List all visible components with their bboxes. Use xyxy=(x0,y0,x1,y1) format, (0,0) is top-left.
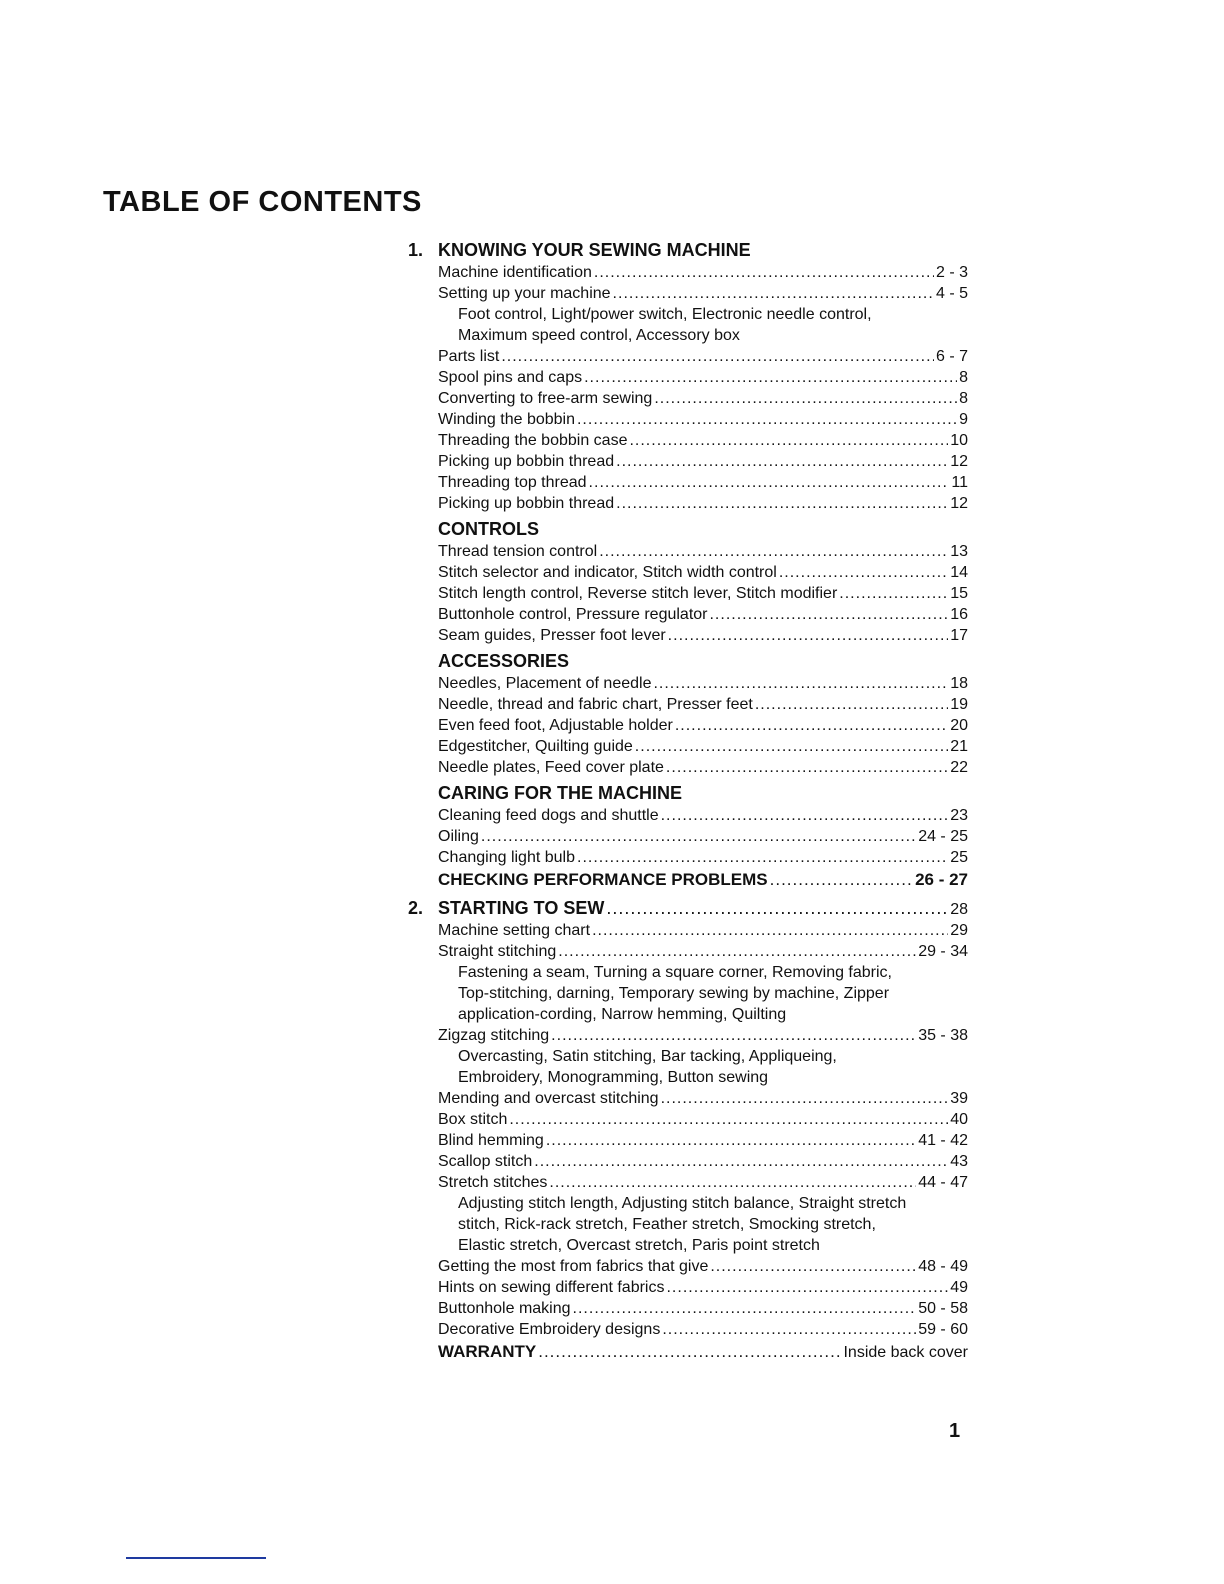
entry-label: Mending and overcast stitching xyxy=(438,1090,659,1107)
entry-page: 50 - 58 xyxy=(918,1300,968,1317)
entry-label: Getting the most from fabrics that give xyxy=(438,1258,709,1275)
entry-label: Edgestitcher, Quilting guide xyxy=(438,738,633,755)
dot-leader xyxy=(546,1130,916,1151)
entry-page: 14 xyxy=(950,564,968,581)
dot-leader xyxy=(577,847,948,868)
entry-page: 16 xyxy=(950,606,968,623)
dot-leader xyxy=(710,1256,916,1277)
section-title: KNOWING YOUR SEWING MACHINE xyxy=(438,240,751,260)
dot-leader xyxy=(551,1025,916,1046)
entry-page: 17 xyxy=(950,627,968,644)
toc-entry xyxy=(408,283,968,304)
dot-leader xyxy=(573,1298,917,1319)
toc-entry xyxy=(408,1256,968,1277)
dot-leader xyxy=(709,604,948,625)
dot-leader xyxy=(661,805,949,826)
entry-label: Oiling xyxy=(438,828,479,845)
entry-label: Even feed foot, Adjustable holder xyxy=(438,717,673,734)
dot-leader xyxy=(558,941,916,962)
dot-leader xyxy=(755,694,948,715)
entry-label: Machine identification xyxy=(438,264,592,281)
toc-entry xyxy=(408,583,968,604)
entry-label: Setting up your machine xyxy=(438,285,611,302)
toc-entry xyxy=(408,346,968,367)
dot-leader xyxy=(653,673,948,694)
subsection-heading: CARING FOR THE MACHINE xyxy=(438,783,682,803)
toc-entry xyxy=(408,493,968,514)
entry-page: 13 xyxy=(950,543,968,560)
toc-entry-checking-performance-problems xyxy=(408,868,968,891)
toc-entry xyxy=(408,1277,968,1298)
entry-page: 23 xyxy=(950,807,968,824)
entry-page: 43 xyxy=(950,1153,968,1170)
entry-page: 59 - 60 xyxy=(918,1321,968,1338)
toc-entry xyxy=(408,1172,968,1193)
entry-label: Changing light bulb xyxy=(438,849,575,866)
entry-label: WARRANTY xyxy=(438,1342,537,1361)
entry-label: Stitch length control, Reverse stitch lever, Stitch modifier xyxy=(438,585,838,602)
entry-page: 29 xyxy=(950,922,968,939)
entry-label: Cleaning feed dogs and shuttle xyxy=(438,807,659,824)
dot-leader xyxy=(613,283,934,304)
entry-label: Picking up bobbin thread xyxy=(438,495,615,512)
entry-label: Needles, Placement of needle xyxy=(438,675,652,692)
toc-entry xyxy=(408,625,968,646)
toc-entry xyxy=(408,1298,968,1319)
entry-page: 40 xyxy=(950,1111,968,1128)
dot-leader xyxy=(538,1340,841,1363)
toc-entry xyxy=(408,805,968,826)
toc-entry xyxy=(408,673,968,694)
entry-description: Foot control, Light/power switch, Electronic needle control, Maximum speed control, Accessory box xyxy=(458,306,872,344)
dot-leader xyxy=(606,896,948,920)
toc-entry xyxy=(408,920,968,941)
toc-entry xyxy=(408,472,968,493)
toc-entry xyxy=(408,1109,968,1130)
toc-entry xyxy=(408,604,968,625)
entry-label: Blind hemming xyxy=(438,1132,544,1149)
entry-label: CHECKING PERFORMANCE PROBLEMS xyxy=(438,870,768,889)
toc-entry xyxy=(408,736,968,757)
entry-label: Seam guides, Presser foot lever xyxy=(438,627,666,644)
entry-label: Threading top thread xyxy=(438,474,587,491)
entry-page: 2 - 3 xyxy=(935,264,968,281)
entry-page: 8 xyxy=(959,369,968,386)
subsection-heading: CONTROLS xyxy=(438,519,539,539)
dot-leader xyxy=(592,920,948,941)
entry-label: Decorative Embroidery designs xyxy=(438,1321,661,1338)
entry-page: Inside back cover xyxy=(843,1344,968,1361)
section-title-wrap xyxy=(408,896,604,920)
entry-page: 29 - 34 xyxy=(918,943,968,960)
entry-page: 41 - 42 xyxy=(918,1132,968,1149)
entry-page: 25 xyxy=(950,849,968,866)
toc-entry xyxy=(408,1088,968,1109)
toc-entry xyxy=(408,1130,968,1151)
toc-entry xyxy=(408,562,968,583)
entry-label: Picking up bobbin thread xyxy=(438,453,615,470)
entry-label: Zigzag stitching xyxy=(438,1027,550,1044)
entry-label: Buttonhole making xyxy=(438,1300,571,1317)
bottom-rule xyxy=(126,1557,266,1559)
entry-label: Stitch selector and indicator, Stitch width control xyxy=(438,564,777,581)
entry-page: 18 xyxy=(950,675,968,692)
entry-page: 9 xyxy=(959,411,968,428)
toc-entry xyxy=(408,1319,968,1340)
section-entries xyxy=(408,920,968,1340)
dot-leader xyxy=(666,1277,948,1298)
entry-description: Adjusting stitch length, Adjusting stitch balance, Straight stretch stitch, Rick-rack stretch, Feather stretch, Smocking stretch, Elastic stretch, Overcast stretch, Paris point stretch xyxy=(458,1195,907,1254)
toc-entry xyxy=(408,262,968,283)
entry-label: Scallop stitch xyxy=(438,1153,533,1170)
dot-leader xyxy=(662,1319,916,1340)
entry-page: 8 xyxy=(959,390,968,407)
section-heading xyxy=(408,896,968,920)
entry-label: Spool pins and caps xyxy=(438,369,583,386)
dot-leader xyxy=(589,472,950,493)
toc-entry xyxy=(408,1025,968,1046)
dot-leader xyxy=(635,736,948,757)
dot-leader xyxy=(501,346,934,367)
dot-leader xyxy=(839,583,948,604)
entry-page: 48 - 49 xyxy=(918,1258,968,1275)
dot-leader xyxy=(549,1172,916,1193)
toc-entry xyxy=(408,1151,968,1172)
toc-entry xyxy=(408,541,968,562)
dot-leader xyxy=(661,1088,949,1109)
entry-page: 4 - 5 xyxy=(935,285,968,302)
entry-page: 12 xyxy=(950,453,968,470)
section-title: STARTING TO SEW xyxy=(438,898,605,918)
dot-leader xyxy=(616,493,948,514)
dot-leader xyxy=(779,562,948,583)
dot-leader xyxy=(666,757,948,778)
dot-leader xyxy=(616,451,948,472)
page-title: TABLE OF CONTENTS xyxy=(103,186,422,218)
dot-leader xyxy=(668,625,949,646)
entry-page: 6 - 7 xyxy=(935,348,968,365)
subsection-entries xyxy=(408,805,968,868)
toc-entry xyxy=(408,941,968,962)
toc-entry xyxy=(408,757,968,778)
entry-page: 28 xyxy=(950,901,968,918)
dot-leader xyxy=(509,1109,948,1130)
dot-leader xyxy=(629,430,948,451)
entry-page: 24 - 25 xyxy=(918,828,968,845)
entry-label: Buttonhole control, Pressure regulator xyxy=(438,606,708,623)
entry-page: 26 - 27 xyxy=(915,870,968,889)
entry-page: 21 xyxy=(950,738,968,755)
section-entries xyxy=(408,262,968,514)
dot-leader xyxy=(534,1151,948,1172)
toc-entry xyxy=(408,388,968,409)
entry-label: Straight stitching xyxy=(438,943,557,960)
entry-label: Thread tension control xyxy=(438,543,598,560)
entry-description: Overcasting, Satin stitching, Bar tacking, Appliqueing, Embroidery, Monogramming, Button sewing xyxy=(458,1048,837,1086)
entry-page: 10 xyxy=(950,432,968,449)
dot-leader xyxy=(594,262,934,283)
entry-label: Needle, thread and fabric chart, Presser feet xyxy=(438,696,753,713)
subsection-heading: ACCESSORIES xyxy=(438,651,570,671)
entry-page: 49 xyxy=(950,1279,968,1296)
section-number: 1. xyxy=(408,240,424,260)
entry-label: Parts list xyxy=(438,348,500,365)
entry-label: Converting to free-arm sewing xyxy=(438,390,653,407)
entry-label: Box stitch xyxy=(438,1111,508,1128)
entry-page: 11 xyxy=(951,474,968,491)
entry-page: 39 xyxy=(950,1090,968,1107)
entry-label: Machine setting chart xyxy=(438,922,591,939)
toc-entry xyxy=(408,715,968,736)
page-number: 1 xyxy=(949,1420,961,1442)
dot-leader xyxy=(770,868,913,891)
entry-page: 20 xyxy=(950,717,968,734)
toc-entry xyxy=(408,451,968,472)
dot-leader xyxy=(675,715,948,736)
toc-entry-warranty xyxy=(408,1340,968,1363)
entry-label: Threading the bobbin case xyxy=(438,432,628,449)
toc-entry xyxy=(408,826,968,847)
dot-leader xyxy=(584,367,957,388)
subsection-entries xyxy=(408,541,968,646)
entry-label: Needle plates, Feed cover plate xyxy=(438,759,664,776)
toc-entry xyxy=(408,847,968,868)
entry-page: 15 xyxy=(950,585,968,602)
entry-page: 22 xyxy=(950,759,968,776)
section-heading xyxy=(408,238,968,262)
entry-page: 19 xyxy=(950,696,968,713)
toc-entry xyxy=(408,367,968,388)
dot-leader xyxy=(654,388,957,409)
subsection-entries xyxy=(408,673,968,778)
section-number: 2. xyxy=(408,898,424,918)
entry-label: Hints on sewing different fabrics xyxy=(438,1279,665,1296)
dot-leader xyxy=(577,409,957,430)
toc-entry xyxy=(408,430,968,451)
entry-description: Fastening a seam, Turning a square corner, Removing fabric, Top-stitching, darning, Temporary sewing by machine, Zipper application-cording, Narrow hemming, Quilting xyxy=(458,964,892,1023)
entry-label: Winding the bobbin xyxy=(438,411,575,428)
table-of-contents xyxy=(408,238,968,1363)
toc-entry xyxy=(408,694,968,715)
dot-leader xyxy=(599,541,948,562)
entry-page: 12 xyxy=(950,495,968,512)
entry-label: Stretch stitches xyxy=(438,1174,548,1191)
entry-page: 35 - 38 xyxy=(918,1027,968,1044)
dot-leader xyxy=(481,826,916,847)
entry-page: 44 - 47 xyxy=(918,1174,968,1191)
toc-entry xyxy=(408,409,968,430)
